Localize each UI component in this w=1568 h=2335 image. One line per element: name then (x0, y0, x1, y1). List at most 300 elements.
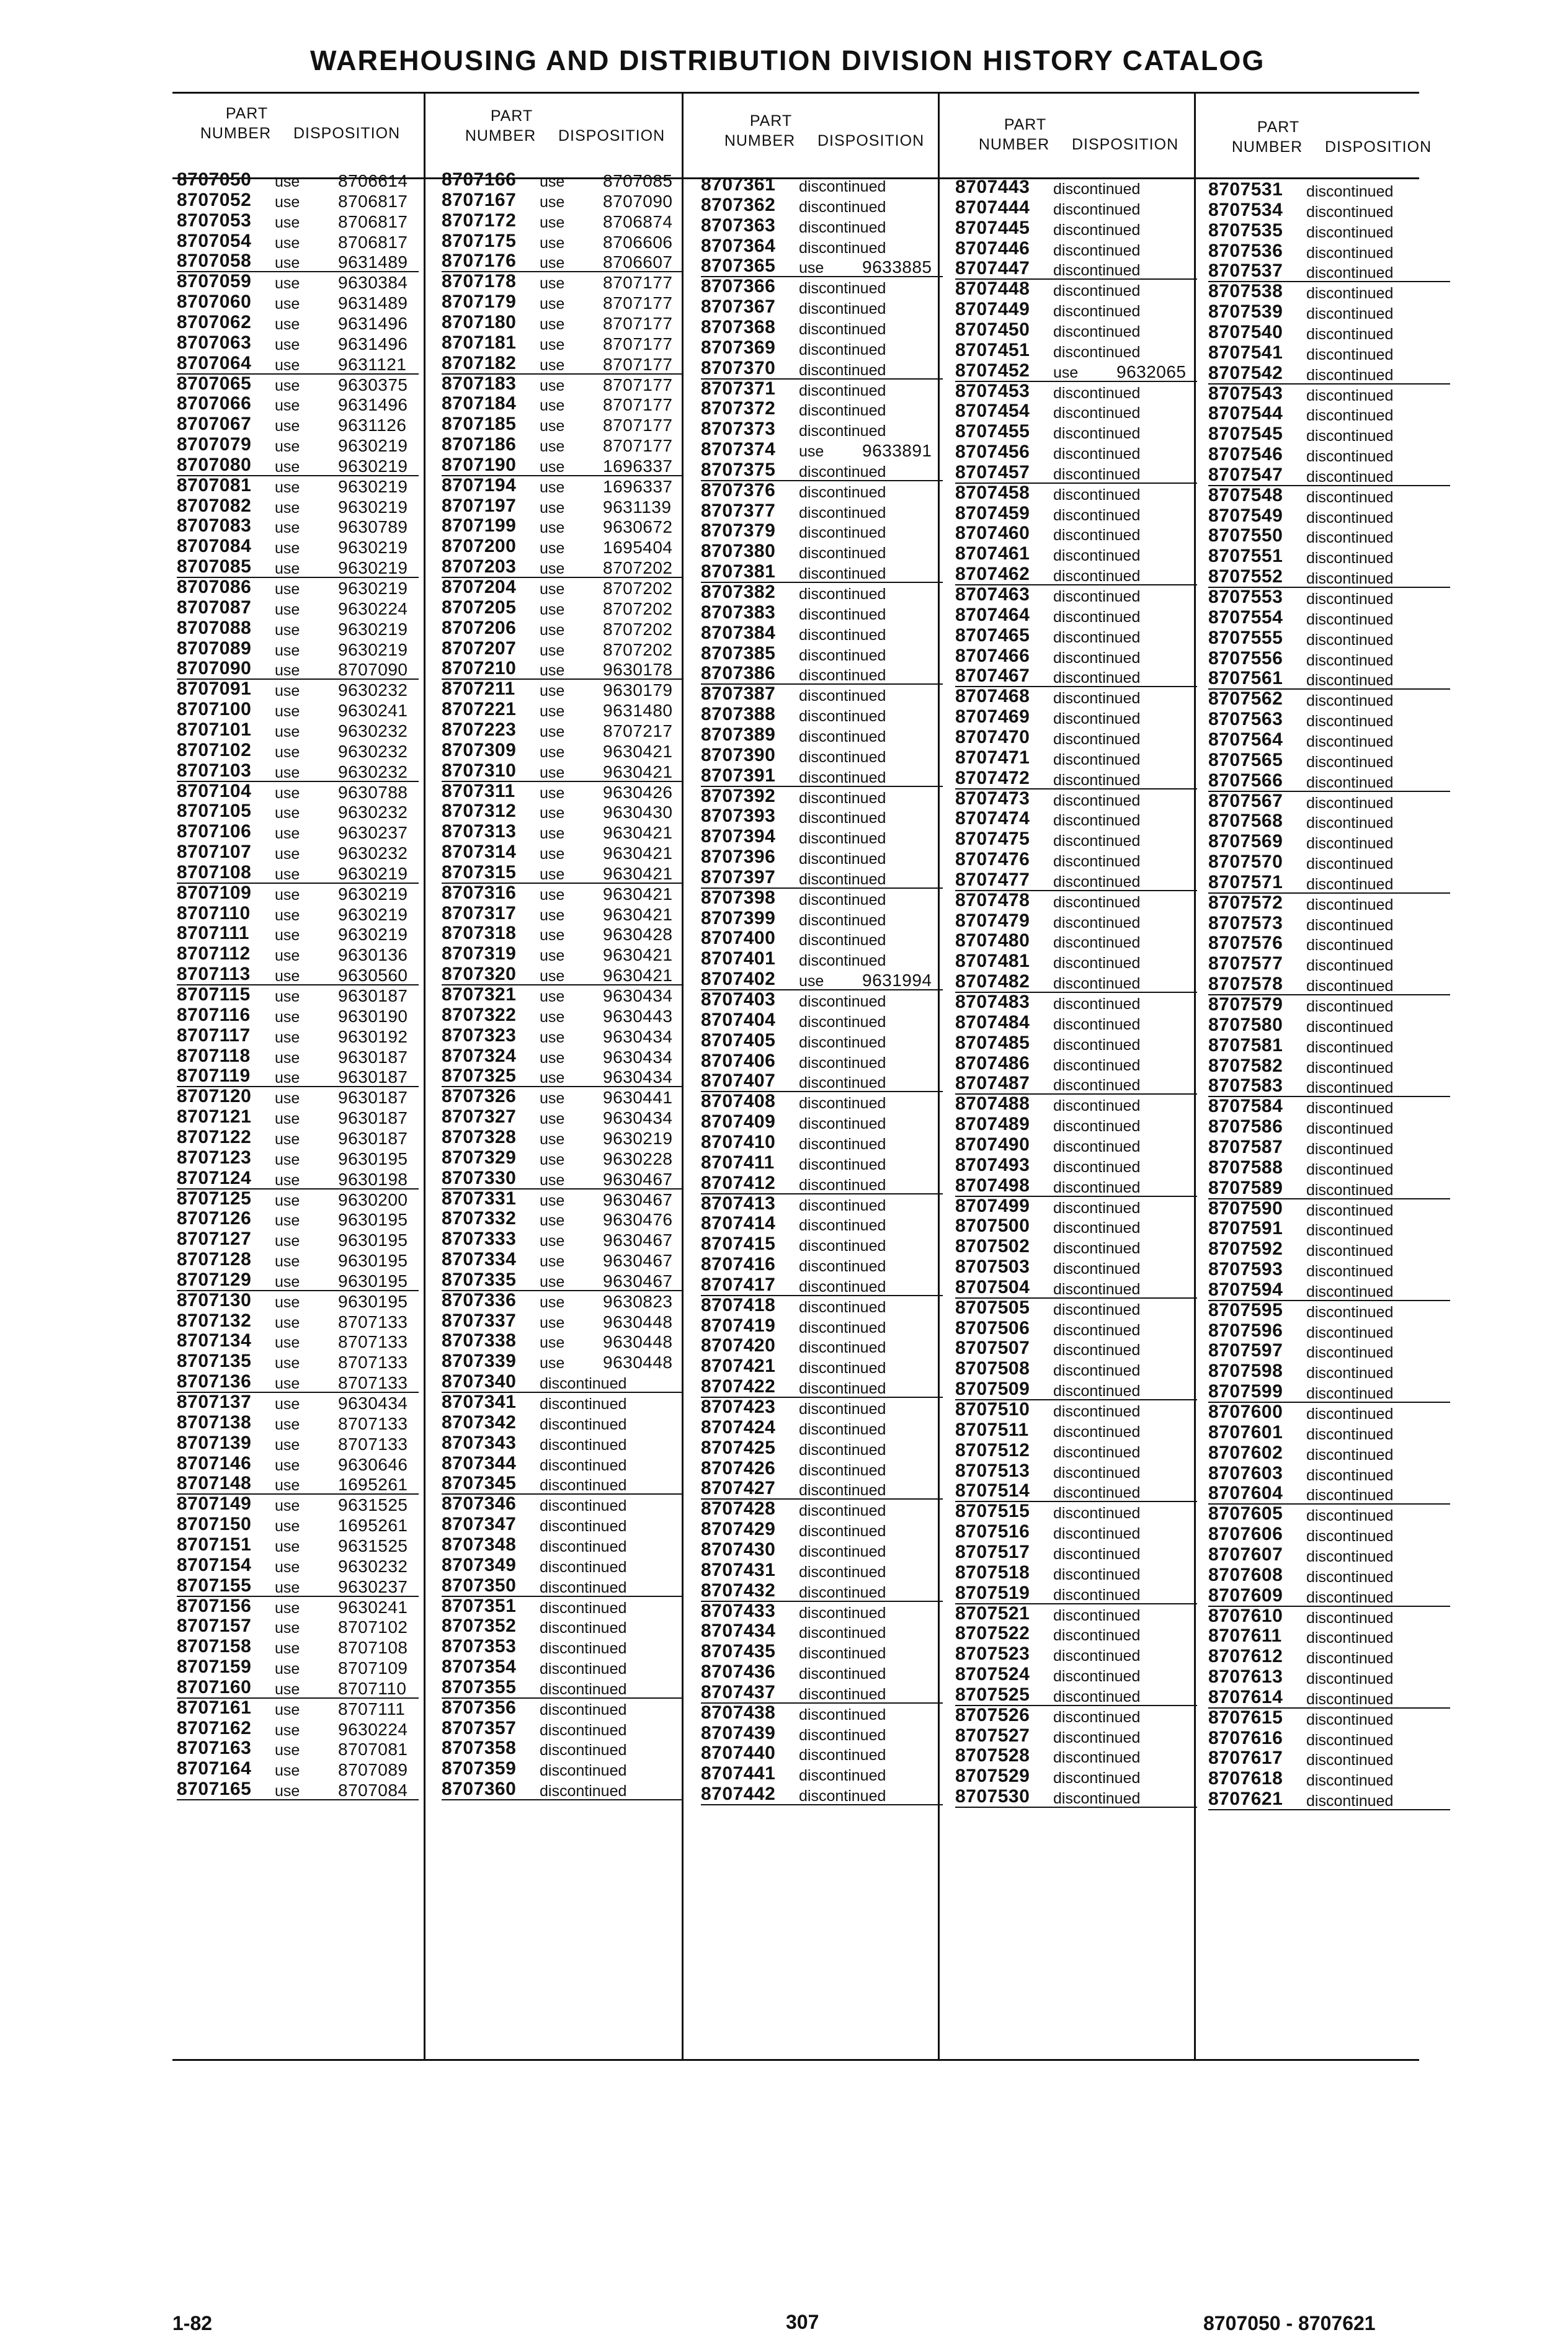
part-number: 8707587 (1208, 1136, 1283, 1157)
table-row (1208, 771, 1450, 792)
part-number: 8707607 (1208, 1544, 1283, 1565)
replacement-part-number: 9630224 (338, 598, 408, 618)
table-row (955, 992, 1197, 1012)
disposition-text: discontinued (1053, 1077, 1141, 1095)
table-row (177, 1311, 419, 1331)
table-row (955, 177, 1197, 197)
replacement-part-number: 9631525 (338, 1536, 408, 1555)
table-row (177, 842, 419, 862)
table-row (701, 1336, 943, 1356)
table-row (955, 1033, 1197, 1053)
replacement-part-number: 8707133 (338, 1353, 408, 1372)
disposition-text: discontinued (1306, 509, 1394, 527)
disposition-text: discontinued (799, 504, 886, 522)
part-number: 8707110 (177, 902, 251, 923)
part-number: 8707614 (1208, 1686, 1283, 1707)
table-row (442, 1433, 684, 1453)
part-number: 8707546 (1208, 444, 1283, 465)
table-row (177, 1209, 419, 1229)
disposition-text: discontinued (799, 646, 886, 664)
part-number: 8707358 (442, 1738, 517, 1759)
part-number: 8707050 (177, 169, 252, 190)
disposition-text: discontinued (1306, 448, 1394, 466)
disposition-text: discontinued (1053, 1341, 1141, 1359)
part-number: 8707323 (442, 1025, 517, 1046)
disposition-text: use (540, 641, 565, 659)
part-number: 8707448 (955, 278, 1030, 300)
disposition-text: use (540, 1110, 565, 1128)
disposition-text: use (275, 275, 300, 293)
disposition-text: discontinued (1306, 1446, 1394, 1464)
disposition-text: discontinued (799, 748, 886, 766)
part-number: 8707409 (701, 1111, 776, 1132)
part-number: 8707157 (177, 1616, 252, 1637)
disposition-text: use (540, 600, 565, 618)
disposition-text: discontinued (799, 1380, 886, 1398)
part-number: 8707321 (442, 984, 517, 1005)
disposition-text: discontinued (1306, 305, 1394, 323)
disposition-text: discontinued (799, 1624, 886, 1642)
disposition-text: discontinued (1306, 1201, 1394, 1219)
part-number: 8707579 (1208, 994, 1283, 1015)
replacement-part-number: 1695404 (603, 538, 673, 558)
part-number: 8707405 (701, 1030, 776, 1051)
table-row (442, 741, 684, 760)
disposition-text: use (275, 1293, 300, 1311)
replacement-part-number: 9630232 (338, 843, 408, 863)
disposition-text: discontinued (1306, 570, 1394, 588)
table-row (442, 1026, 684, 1046)
disposition-text: discontinued (799, 727, 886, 745)
table-row (442, 700, 684, 719)
part-number: 8707163 (177, 1738, 252, 1759)
table-row (442, 292, 684, 312)
page-title: WAREHOUSING AND DISTRIBUTION DIVISION HISTORY CATALOG (310, 45, 1265, 76)
disposition-text: discontinued (1306, 1283, 1394, 1301)
disposition-text: discontinued (1053, 1362, 1141, 1380)
part-number: 8707458 (955, 482, 1030, 503)
disposition-text: discontinued (1306, 1323, 1394, 1341)
table-row (955, 1338, 1197, 1358)
disposition-text: use (275, 1537, 300, 1555)
part-number: 8707388 (701, 704, 776, 725)
part-number: 8707593 (1208, 1259, 1283, 1280)
part-number: 8707206 (442, 617, 517, 638)
disposition-text: discontinued (1306, 773, 1394, 791)
disposition-text: discontinued (1306, 1609, 1394, 1627)
disposition-text: discontinued (799, 809, 886, 827)
table-row (955, 768, 1197, 789)
table-row (701, 521, 943, 541)
disposition-text: use (275, 743, 300, 761)
table-row (442, 1698, 684, 1718)
table-row (1208, 1748, 1450, 1768)
table-row (442, 1189, 684, 1209)
part-number: 8707172 (442, 210, 517, 231)
table-row (701, 644, 943, 664)
disposition-text: use (275, 1110, 300, 1128)
part-number: 8707548 (1208, 484, 1283, 505)
table-row (1208, 1708, 1450, 1728)
replacement-part-number: 9630219 (338, 884, 408, 904)
disposition-text: use (275, 1558, 300, 1576)
disposition-text: discontinued (540, 1660, 627, 1678)
part-number: 8707611 (1208, 1626, 1282, 1647)
replacement-part-number: 9630187 (338, 1067, 408, 1087)
table-row (1208, 404, 1450, 424)
disposition-text: discontinued (540, 1456, 627, 1474)
disposition-text: discontinued (799, 870, 886, 888)
disposition-text: use (540, 682, 565, 700)
table-row (177, 639, 419, 659)
table-row (701, 1153, 943, 1173)
table-row (1208, 1015, 1450, 1035)
table-row (701, 1010, 943, 1030)
part-number: 8707150 (177, 1514, 252, 1535)
part-number: 8707493 (955, 1154, 1030, 1175)
replacement-part-number: 9630195 (338, 1251, 408, 1271)
replacement-part-number: 9630178 (603, 660, 673, 680)
disposition-text: use (540, 804, 565, 822)
table-row (955, 829, 1197, 849)
table-row (701, 1642, 943, 1661)
part-number: 8707477 (955, 869, 1030, 890)
disposition-text: discontinued (799, 1604, 886, 1622)
part-number: 8707353 (442, 1636, 517, 1657)
table-row (442, 1331, 684, 1351)
table-row (701, 379, 943, 399)
part-number: 8707320 (442, 964, 517, 985)
disposition-text: discontinued (799, 667, 886, 685)
table-row (1208, 1199, 1450, 1219)
table-row (955, 850, 1197, 870)
part-number: 8707383 (701, 602, 776, 623)
disposition-text: discontinued (1306, 1528, 1394, 1546)
part-number: 8707369 (701, 337, 776, 358)
disposition-text: use (275, 1762, 300, 1780)
replacement-part-number: 9630428 (603, 925, 673, 945)
table-row (177, 1433, 419, 1453)
table-row (177, 598, 419, 618)
table-row (177, 1270, 419, 1291)
part-number: 8707066 (177, 393, 252, 414)
disposition-text: discontinued (1053, 1321, 1141, 1339)
replacement-part-number: 9630434 (603, 986, 673, 1005)
part-number: 8707471 (955, 747, 1030, 768)
part-number: 8707616 (1208, 1727, 1283, 1748)
part-number: 8707565 (1208, 749, 1283, 770)
replacement-part-number: 9630195 (338, 1149, 408, 1168)
part-number: 8707598 (1208, 1361, 1283, 1382)
part-number: 8707331 (442, 1188, 517, 1209)
table-row (955, 1216, 1197, 1236)
replacement-part-number: 9630421 (603, 762, 673, 781)
part-number: 8707053 (177, 210, 252, 231)
disposition-text: discontinued (1306, 1344, 1394, 1362)
part-number: 8707612 (1208, 1646, 1283, 1667)
table-row (1208, 587, 1450, 607)
disposition-text: discontinued (1053, 1036, 1141, 1054)
table-row (1208, 1321, 1450, 1341)
part-number: 8707176 (442, 251, 517, 272)
table-row (955, 1624, 1197, 1643)
part-number: 8707326 (442, 1086, 517, 1107)
table-row (177, 1168, 419, 1190)
part-number: 8707186 (442, 434, 517, 455)
table-row (442, 1596, 684, 1616)
disposition-text: discontinued (799, 1482, 886, 1500)
disposition-text: use (275, 621, 300, 639)
table-row (1208, 1483, 1450, 1505)
disposition-text: discontinued (1053, 1545, 1141, 1563)
part-number: 8707469 (955, 706, 1030, 727)
table-row (955, 646, 1197, 666)
part-number: 8707484 (955, 1012, 1030, 1033)
part-number: 8707466 (955, 645, 1030, 666)
part-number: 8707571 (1208, 871, 1283, 892)
disposition-text: discontinued (1053, 914, 1141, 932)
disposition-text: use (275, 1273, 300, 1291)
table-row (701, 1560, 943, 1580)
part-number: 8707507 (955, 1338, 1030, 1359)
replacement-part-number: 8707133 (338, 1413, 408, 1433)
disposition-text: use (275, 336, 300, 354)
replacement-part-number: 8707109 (338, 1658, 408, 1678)
disposition-text: discontinued (1053, 1382, 1141, 1400)
disposition-text: discontinued (799, 911, 886, 929)
part-number: 8707515 (955, 1501, 1030, 1522)
table-row (701, 847, 943, 867)
disposition-text: use (540, 845, 565, 863)
disposition-text: use (275, 458, 300, 476)
disposition-text: use (275, 173, 300, 190)
part-number: 8707615 (1208, 1707, 1283, 1728)
disposition-text: use (275, 1314, 300, 1332)
part-number: 8707312 (442, 801, 517, 822)
part-number: 8707194 (442, 474, 517, 496)
part-number: 8707410 (701, 1131, 776, 1152)
table-row (955, 1787, 1197, 1808)
disposition-text: discontinued (799, 1054, 886, 1072)
part-number: 8707534 (1208, 199, 1283, 220)
part-number: 8707432 (701, 1580, 776, 1601)
disposition-text: discontinued (1053, 1606, 1141, 1624)
disposition-text: discontinued (1306, 1731, 1394, 1749)
part-number: 8707067 (177, 414, 252, 435)
part-number: 8707211 (442, 678, 515, 700)
table-row (177, 1046, 419, 1066)
part-number: 8707334 (442, 1249, 517, 1270)
part-number: 8707483 (955, 992, 1030, 1012)
table-row (955, 340, 1197, 360)
disposition-text: discontinued (1053, 832, 1141, 850)
disposition-text: use (540, 865, 565, 883)
replacement-part-number: 9630434 (603, 1026, 673, 1046)
disposition-text: use (275, 438, 300, 456)
part-number: 8707479 (955, 910, 1030, 931)
table-row (955, 1176, 1197, 1197)
header-number-label: NUMBER (724, 132, 796, 149)
disposition-text: discontinued (1053, 1769, 1141, 1787)
table-row (177, 883, 419, 903)
replacement-part-number: 8706874 (603, 211, 673, 231)
part-number: 8707322 (442, 1004, 517, 1025)
table-row (177, 1779, 419, 1800)
part-number: 8707421 (701, 1356, 776, 1377)
disposition-text: discontinued (799, 524, 886, 542)
disposition-text: discontinued (1053, 445, 1141, 463)
table-row (1208, 1301, 1450, 1320)
disposition-text: discontinued (1053, 1688, 1141, 1706)
disposition-text: use (275, 397, 300, 415)
disposition-text: discontinued (1306, 549, 1394, 567)
part-number: 8707088 (177, 617, 252, 638)
replacement-part-number: 9631496 (338, 334, 408, 354)
part-number: 8707328 (442, 1126, 517, 1147)
table-row (442, 1392, 684, 1412)
disposition-text: discontinued (1053, 241, 1141, 259)
disposition-text: use (275, 356, 300, 374)
table-row (955, 1501, 1197, 1521)
disposition-text: discontinued (1306, 203, 1394, 221)
disposition-text: use (275, 1619, 300, 1637)
disposition-text: discontinued (799, 687, 886, 705)
table-row (1208, 649, 1450, 669)
part-number: 8707402 (701, 969, 776, 990)
disposition-text: use (275, 1456, 300, 1474)
replacement-part-number: 8707202 (603, 598, 673, 618)
part-number: 8707602 (1208, 1442, 1283, 1463)
part-number: 8707526 (955, 1704, 1030, 1725)
part-number: 8707500 (955, 1216, 1030, 1237)
part-number: 8707610 (1208, 1605, 1283, 1626)
part-number: 8707178 (442, 271, 517, 292)
replacement-part-number: 9630467 (603, 1230, 673, 1250)
replacement-part-number: 8707202 (603, 558, 673, 578)
table-row (955, 626, 1197, 646)
part-number: 8707540 (1208, 321, 1283, 342)
part-number: 8707506 (955, 1317, 1030, 1338)
disposition-text: discontinued (799, 1441, 886, 1459)
replacement-part-number: 9630476 (603, 1210, 673, 1230)
table-row (701, 501, 943, 521)
disposition-text: discontinued (1306, 672, 1394, 690)
table-row (955, 544, 1197, 564)
replacement-part-number: 8706614 (338, 171, 408, 190)
disposition-text: use (540, 173, 565, 190)
table-row (177, 455, 419, 476)
part-number: 8707564 (1208, 729, 1283, 750)
table-row (442, 904, 684, 923)
table-row (442, 1494, 684, 1514)
disposition-text: discontinued (1053, 1423, 1141, 1441)
header-number-label: NUMBER (1231, 138, 1303, 156)
disposition-text: use (540, 336, 565, 354)
part-number: 8707427 (701, 1478, 776, 1499)
replacement-part-number: 8707177 (603, 293, 673, 313)
part-number: 8707317 (442, 902, 517, 923)
replacement-part-number: 9630219 (338, 436, 408, 456)
disposition-text: use (540, 1293, 565, 1311)
part-number: 8707589 (1208, 1177, 1283, 1198)
part-number: 8707621 (1208, 1789, 1283, 1810)
part-number: 8707080 (177, 454, 252, 475)
table-row (177, 985, 419, 1005)
part-number: 8707555 (1208, 627, 1283, 648)
disposition-text: discontinued (1053, 527, 1141, 545)
disposition-text: use (540, 784, 565, 802)
part-number: 8707333 (442, 1229, 517, 1250)
part-number: 8707609 (1208, 1585, 1283, 1606)
disposition-text: use (540, 315, 565, 333)
table-row (177, 822, 419, 842)
disposition-text: use (275, 1640, 300, 1658)
disposition-text: discontinued (1053, 506, 1141, 524)
table-row (701, 1764, 943, 1784)
table-row (701, 725, 943, 745)
replacement-part-number: 8707177 (603, 416, 673, 435)
part-number: 8707486 (955, 1052, 1030, 1074)
disposition-text: use (540, 540, 565, 558)
part-number: 8707570 (1208, 852, 1283, 873)
replacement-part-number: 9630448 (603, 1312, 673, 1332)
part-number: 8707390 (701, 744, 776, 765)
replacement-part-number: 9630672 (603, 517, 673, 537)
disposition-text: use (275, 1701, 300, 1719)
part-number: 8707451 (955, 339, 1030, 360)
table-row (955, 1054, 1197, 1074)
disposition-text: discontinued (1306, 1120, 1394, 1138)
table-row (177, 1107, 419, 1127)
disposition-text: discontinued (1053, 995, 1141, 1013)
disposition-text: discontinued (540, 1395, 627, 1413)
table-row (177, 1026, 419, 1046)
part-number: 8707445 (955, 217, 1030, 238)
table-row (442, 1616, 684, 1636)
part-number: 8707605 (1208, 1503, 1283, 1524)
part-number: 8707100 (177, 699, 252, 720)
disposition-text: discontinued (1306, 1466, 1394, 1484)
part-number: 8707567 (1208, 790, 1283, 811)
part-number: 8707581 (1208, 1034, 1283, 1056)
disposition-text: discontinued (799, 1196, 886, 1214)
part-number: 8707604 (1208, 1483, 1283, 1504)
disposition-text: use (540, 519, 565, 537)
disposition-text: use (275, 234, 300, 252)
part-number: 8707391 (701, 765, 776, 786)
table-row (177, 1229, 419, 1249)
column-divider (424, 93, 425, 2060)
disposition-text: discontinued (1306, 1670, 1394, 1688)
table-row (701, 1479, 943, 1500)
part-number: 8707180 (442, 311, 517, 332)
disposition-text: discontinued (1053, 791, 1141, 809)
part-number: 8707541 (1208, 342, 1283, 363)
disposition-text: discontinued (1306, 794, 1394, 812)
part-number: 8707481 (955, 951, 1030, 972)
disposition-text: discontinued (1306, 1038, 1394, 1056)
disposition-text: use (275, 1028, 300, 1046)
part-number: 8707089 (177, 638, 252, 659)
table-row (701, 1031, 943, 1051)
table-row (1208, 1524, 1450, 1544)
disposition-text: discontinued (1053, 1464, 1141, 1482)
table-row (1208, 832, 1450, 852)
disposition-text: discontinued (540, 1375, 627, 1393)
disposition-text: discontinued (1306, 468, 1394, 486)
disposition-text: use (540, 499, 565, 517)
part-number: 8707508 (955, 1358, 1030, 1379)
